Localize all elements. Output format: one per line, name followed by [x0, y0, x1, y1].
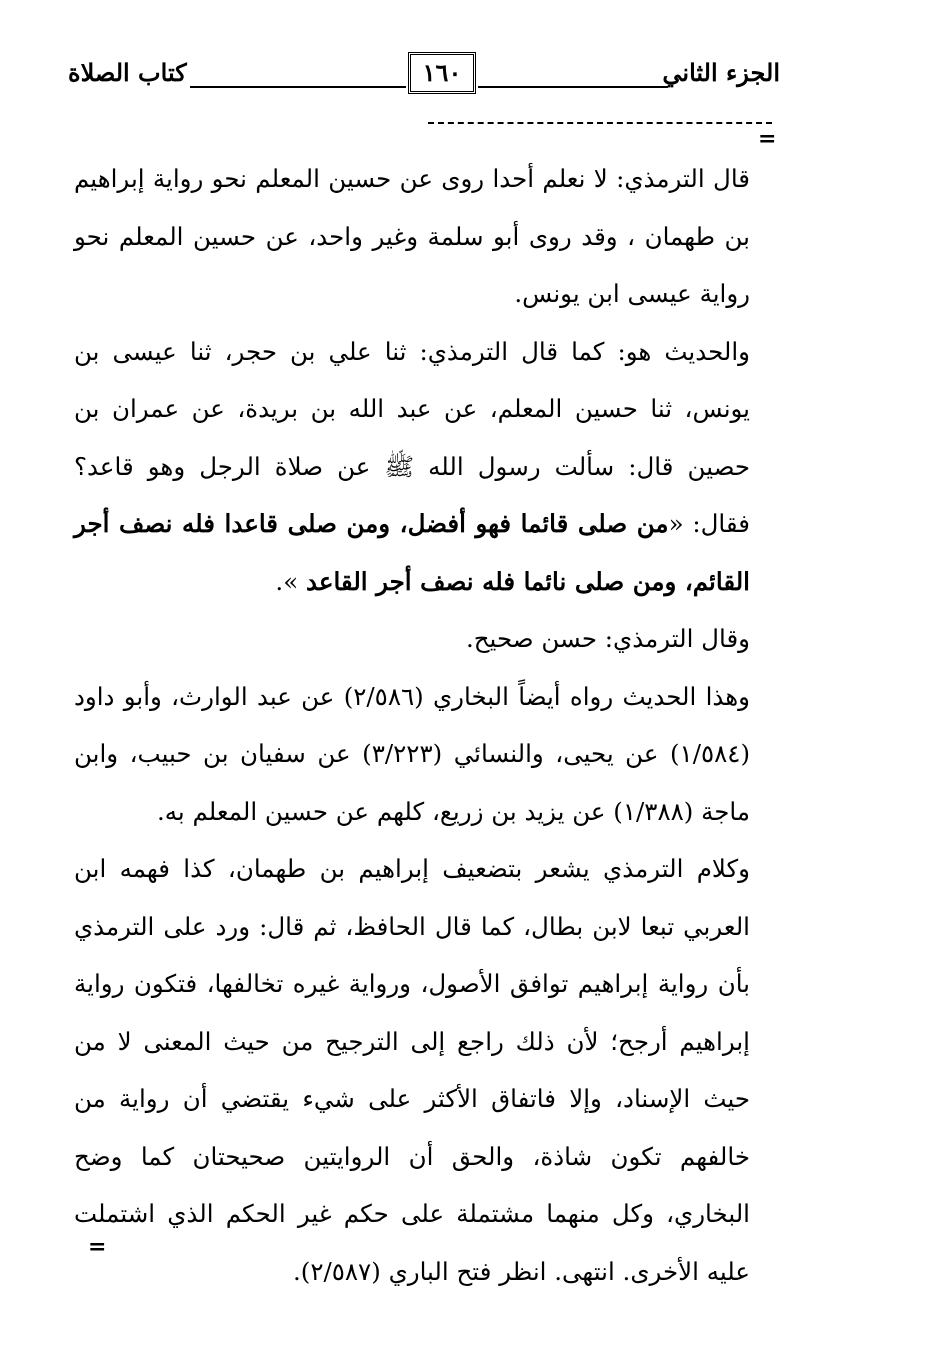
paragraph-commentary: وكلام الترمذي يشعر بتضعيف إبراهيم بن طهمان، كذا فهمه ابن العربي تبعا لابن بطال، كما قال الحافظ، ثم قال: ورد على الترمذي بأن رواية إبراهيم توافق الأصول، ورواية غيره تخالفها، فتكون رواية إبراهيم أرجح؛ لأن ذلك راجع إلى الترجيح من حيث المعنى لا من حيث الإسناد، وإلا فاتفاق الأكثر على شيء يقتضي أن رواية من خالفهم تكون شاذة، والحق أن الروايتين صحيحتان كما وضح البخاري، وكل منهما مشتملة على حكم غير الحكم الذي اشتملت عليه الأخرى. انتهى. انظر فتح الباري (٢/٥٨٧). [74, 854, 750, 1286]
hadith-isnad: والحديث هو: كما قال الترمذي: ثنا علي بن حجر، ثنا عيسى بن يونس، ثنا حسين المعلم، عن عبد الله بن بريدة، عن عمران بن حصين قال: سألت رسول الله ﷺ عن صلاة الرجل وهو قاعد؟ فقال: « [74, 336, 751, 538]
volume-title: الجزء الثاني [662, 58, 780, 87]
body-text [74, 150, 750, 1300]
header-rule-right [478, 86, 668, 88]
paragraph-takhrij: وهذا الحديث رواه أيضاً البخاري (٢/٥٨٦) عن عبد الوارث، وأبو داود (١/٥٨٤) عن يحيى، والنسائي (٣/٢٢٣) عن سفيان بن حبيب، وابن ماجة (١/٣٨٨) عن يزيد بن زريع، كلهم عن حسين المعلم به. [74, 681, 751, 826]
paragraph-tirmidhi-note: قال الترمذي: لا نعلم أحدا روى عن حسين المعلم نحو رواية إبراهيم بن طهمان ، وقد روى أبو سلمة وغير واحد، عن حسين المعلم نحو رواية عيسى ابن يونس. [74, 164, 750, 308]
chapter-title: كتاب الصلاة [68, 58, 187, 87]
dashed-separator [428, 122, 772, 124]
page-number: ١٦٠ [408, 52, 476, 94]
continuation-mark-top: = [758, 126, 777, 152]
paragraph-hadith [74, 323, 750, 611]
hadith-close: ». [275, 566, 306, 596]
paragraph-grading: وقال الترمذي: حسن صحيح. [465, 624, 750, 653]
hadith-matn: من صلى قائما فهو أفضل، ومن صلى قاعدا فله نصف أجر القائم، ومن صلى نائما فله نصف أجر القاعد [74, 509, 750, 596]
page-header [68, 52, 780, 100]
continuation-mark-bottom: = [88, 1234, 107, 1260]
header-rule-left [190, 86, 406, 88]
